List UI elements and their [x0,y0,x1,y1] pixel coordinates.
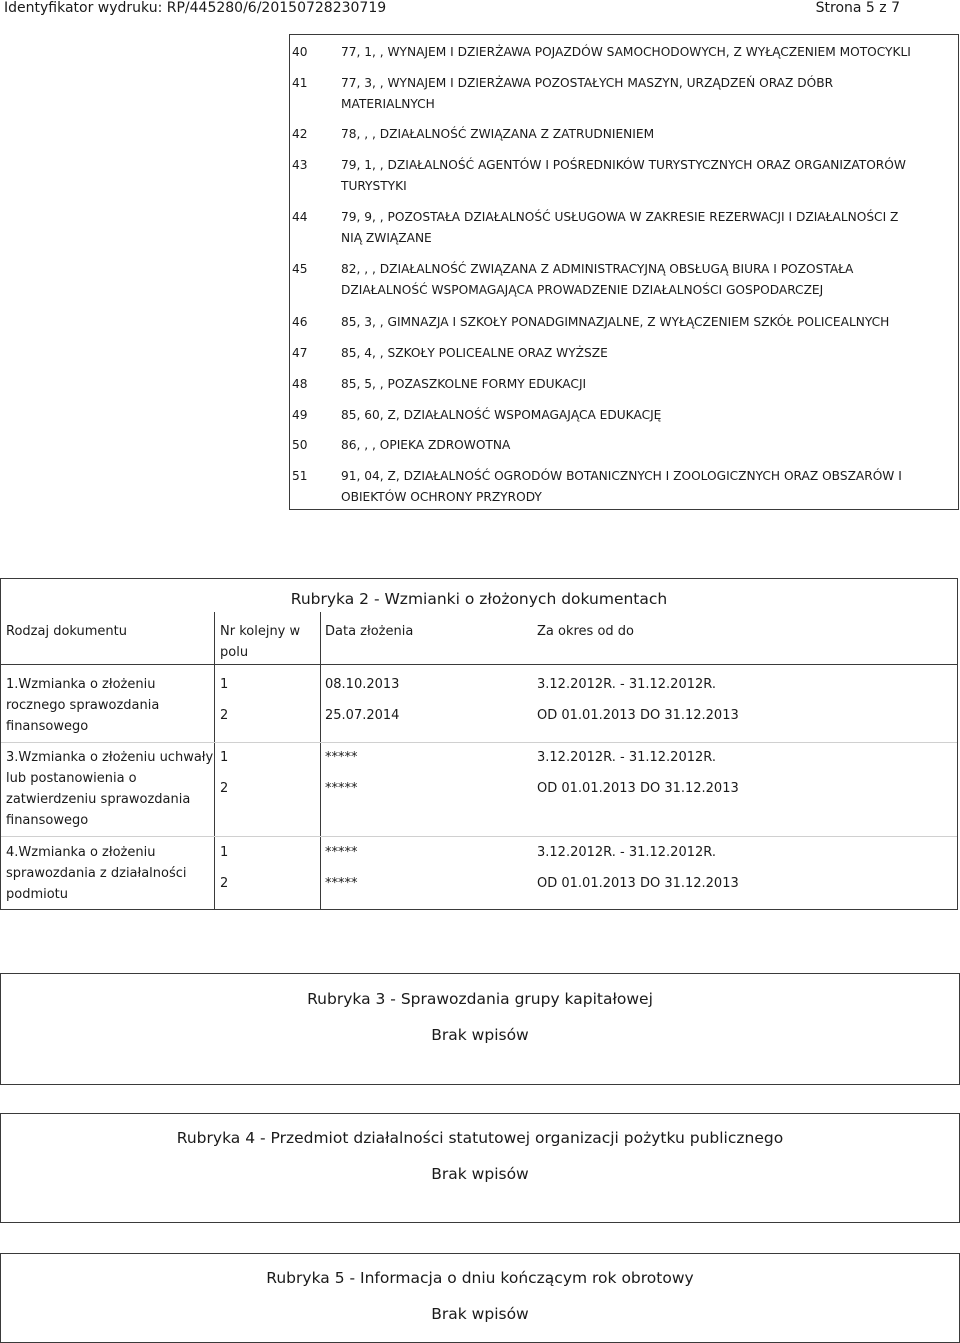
row-number: 42 [292,127,308,141]
document-type-line: lub postanowienia o [6,771,137,786]
row-number: 50 [292,438,308,452]
activity-description [341,374,944,395]
activity-line: 77, 3, , WYNAJEM I DZIERŻAWA POZOSTAŁYCH MASZYN, URZĄDZEŃ ORAZ DÓBR [341,76,834,90]
activity-description [341,207,944,249]
activity-line: TURYSTYKI [341,179,407,193]
activity-line: 82, , , DZIAŁALNOŚĆ ZWIĄZANA Z ADMINISTRACYJNĄ OBSŁUGĄ BIURA I POZOSTAŁA [341,262,854,276]
activity-line: 77, 1, , WYNAJEM I DZIERŻAWA POJAZDÓW SAMOCHODOWYCH, Z WYŁĄCZENIEM MOTOCYKLI [341,45,911,59]
activity-line: 79, 9, , POZOSTAŁA DZIAŁALNOŚĆ USŁUGOWA W ZAKRESIE REZERWACJI I DZIAŁALNOŚCI Z [341,210,899,224]
row-number: 40 [292,45,308,59]
entry-date: 25.07.2014 [325,708,400,723]
row-number: 48 [292,377,308,391]
document-type-line: rocznego sprawozdania [6,698,160,713]
row-separator [1,742,957,743]
activity-description [341,405,944,426]
section-2-title: Rubryka 2 - Wzmianki o złożonych dokumentach [290,590,668,608]
entry-period: 3.12.2012R. - 31.12.2012R. [537,750,716,765]
entry-seq: 2 [220,781,229,796]
section-5-empty-text: Brak wpisów [431,1305,529,1323]
column-header-seq [220,621,300,663]
row-number: 47 [292,346,308,360]
document-type-line: podmiotu [6,887,69,902]
section-5-title: Rubryka 5 - Informacja o dniu kończącym rok obrotowy [266,1269,694,1287]
activity-line: MATERIALNYCH [341,97,435,111]
section-3-title: Rubryka 3 - Sprawozdania grupy kapitałowej [307,990,653,1008]
row-number: 43 [292,158,308,172]
activity-line: 85, 5, , POZASZKOLNE FORMY EDUKACJI [341,377,587,391]
activity-line: 85, 4, , SZKOŁY POLICEALNE ORAZ WYŻSZE [341,346,608,360]
document-type-line: sprawozdania z działalności [6,866,187,881]
activity-line: 91, 04, Z, DZIAŁALNOŚĆ OGRODÓW BOTANICZNYCH I ZOOLOGICZNYCH ORAZ OBSZARÓW I [341,469,902,483]
activity-description [341,466,944,508]
document-type-line: finansowego [6,813,89,828]
entry-period: 3.12.2012R. - 31.12.2012R. [537,677,716,692]
row-number: 41 [292,76,308,90]
document-type-line: 1.Wzmianka o złożeniu [6,677,156,692]
activity-line: 86, , , OPIEKA ZDROWOTNA [341,438,511,452]
entry-period: OD 01.01.2013 DO 31.12.2013 [537,876,739,891]
column-divider [320,612,321,910]
entry-date: ***** [325,876,358,891]
entry-seq: 2 [220,708,229,723]
activity-description [341,42,944,63]
entry-date: ***** [325,845,358,860]
activity-line: OBIEKTÓW OCHRONY PRZYRODY [341,490,542,504]
section-3-empty-text: Brak wpisów [431,1026,529,1044]
row-separator [1,836,957,837]
header-separator [1,664,957,665]
column-divider [214,612,215,910]
activity-line: DZIAŁALNOŚĆ WSPOMAGAJĄCA PROWADZENIE DZIAŁALNOŚCI GOSPODARCZEJ [341,283,824,297]
section-4-title: Rubryka 4 - Przedmiot działalności statutowej organizacji pożytku publicznego [176,1129,784,1147]
entry-period: OD 01.01.2013 DO 31.12.2013 [537,708,739,723]
page-number: Strona 5 z 7 [815,0,900,16]
activity-description [341,124,944,145]
entry-seq: 1 [220,750,229,765]
entry-seq: 1 [220,845,229,860]
document-type-line: finansowego [6,719,89,734]
column-header-date: Data złożenia [325,624,414,639]
activity-line: NIĄ ZWIĄZANE [341,231,432,245]
document-type [6,747,213,831]
row-number: 45 [292,262,308,276]
entry-period: OD 01.01.2013 DO 31.12.2013 [537,781,739,796]
activity-line: 85, 3, , GIMNAZJA I SZKOŁY PONADGIMNAZJALNE, Z WYŁĄCZENIEM SZKÓŁ POLICEALNYCH [341,315,890,329]
row-number: 44 [292,210,308,224]
document-type-line: 4.Wzmianka o złożeniu [6,845,156,860]
entry-date: ***** [325,781,358,796]
activity-description [341,259,944,301]
entry-seq: 2 [220,876,229,891]
document-type-line: 3.Wzmianka o złożeniu uchwały [6,750,214,765]
column-header-doc-type: Rodzaj dokumentu [6,624,127,639]
activity-description [341,312,944,333]
entry-date: ***** [325,750,358,765]
entry-period: 3.12.2012R. - 31.12.2012R. [537,845,716,860]
column-header-line: Nr kolejny w [220,624,301,639]
activity-description [341,343,944,364]
column-header-line: polu [220,645,249,660]
row-number: 49 [292,408,308,422]
row-number: 46 [292,315,308,329]
section-4-empty-text: Brak wpisów [431,1165,529,1183]
activity-line: 85, 60, Z, DZIAŁALNOŚĆ WSPOMAGAJĄCA EDUKACJĘ [341,408,662,422]
activity-description [341,435,944,456]
entry-date: 08.10.2013 [325,677,400,692]
activity-line: 79, 1, , DZIAŁALNOŚĆ AGENTÓW I POŚREDNIKÓW TURYSTYCZNYCH ORAZ ORGANIZATORÓW [341,158,906,172]
activity-line: 78, , , DZIAŁALNOŚĆ ZWIĄZANA Z ZATRUDNIENIEM [341,127,655,141]
entry-seq: 1 [220,677,229,692]
pkd-activity-table [289,34,959,510]
document-type [6,842,187,905]
document-type [6,674,159,737]
activity-description [341,155,944,197]
document-type-line: zatwierdzeniu sprawozdania [6,792,191,807]
print-identifier: Identyfikator wydruku: RP/445280/6/20150728230719 [4,0,387,16]
row-number: 51 [292,469,308,483]
column-header-period: Za okres od do [537,624,634,639]
activity-description [341,73,944,115]
